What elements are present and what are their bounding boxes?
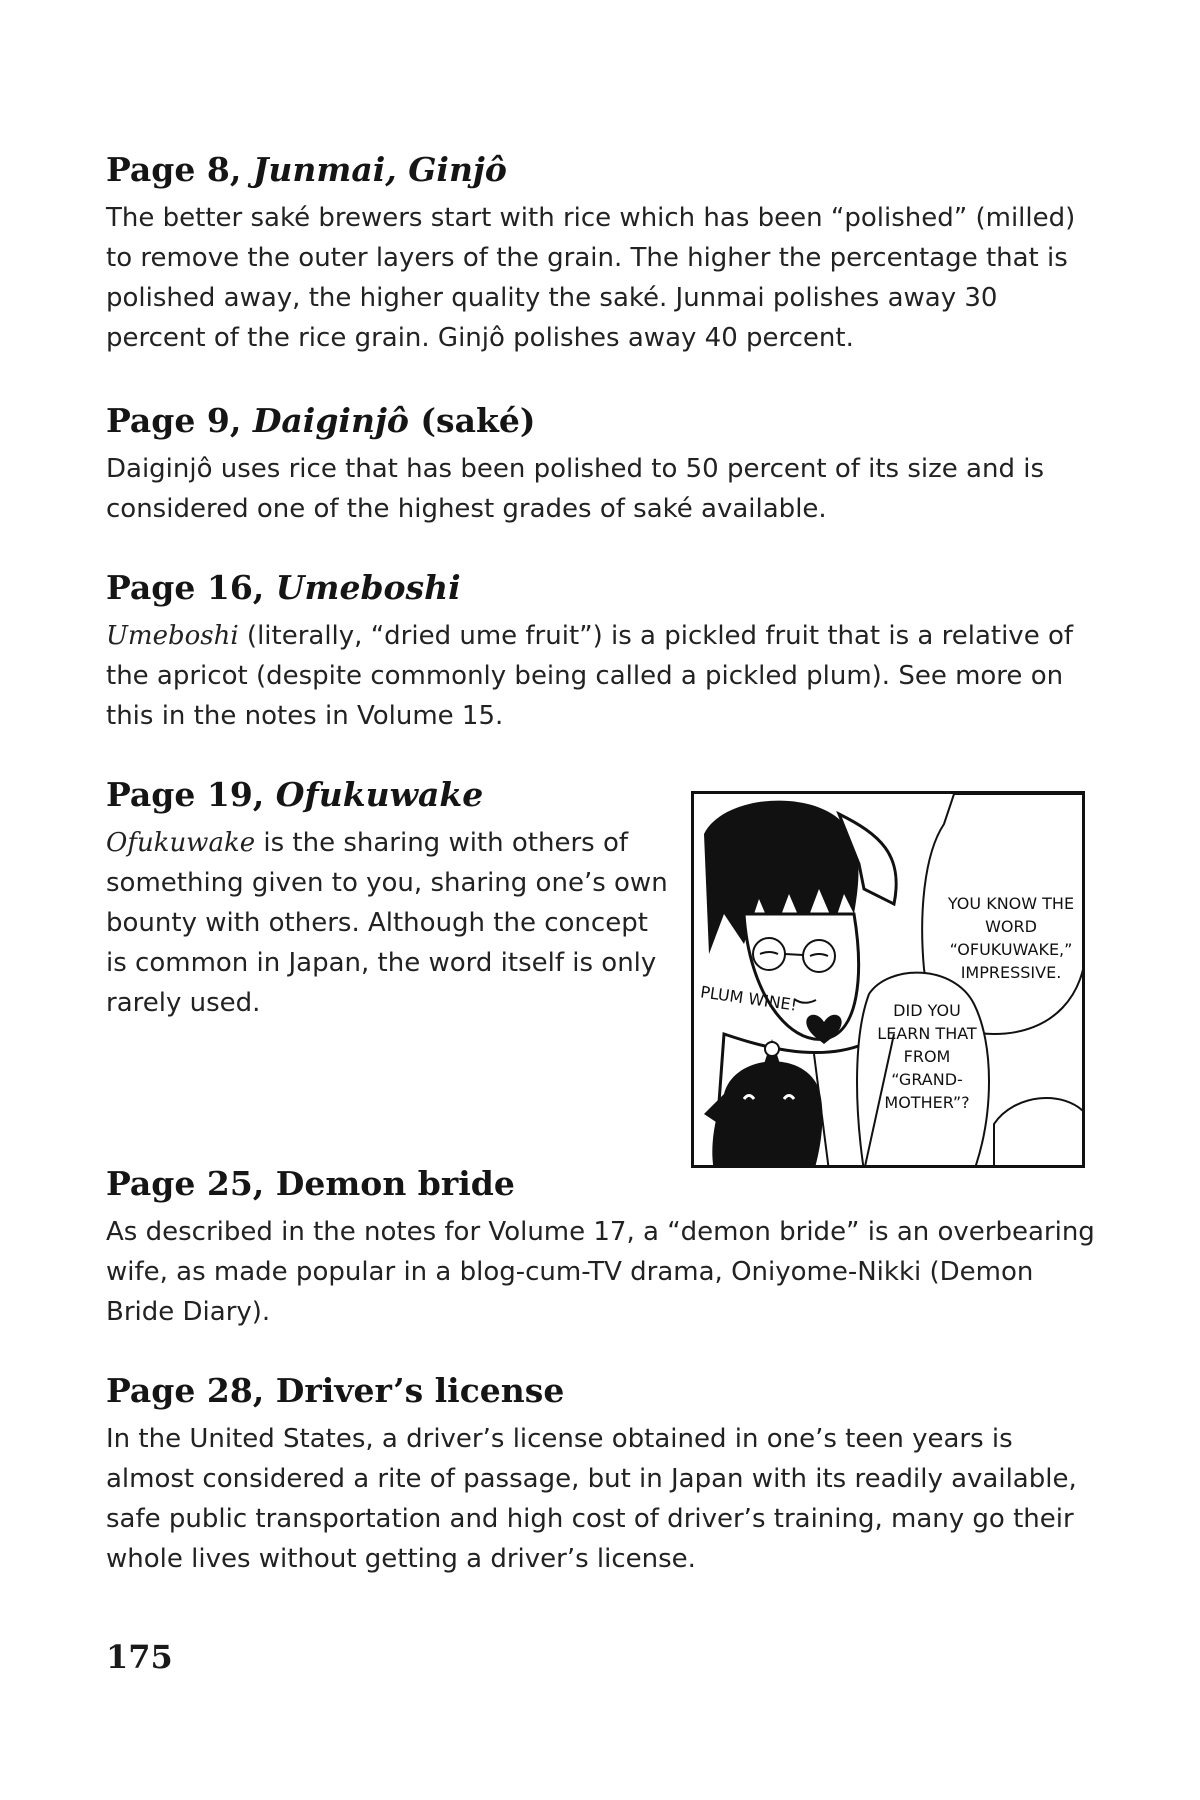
note-heading: Page 16, Umeboshi <box>106 568 461 607</box>
note-body: In the United States, a driver’s license obtained in one’s teen years is almost considered a rite of passage, but in Japan with its readily available, safe public transportation and high cost of driver’s training, many go their whole lives without getting a driver’s license. <box>106 1424 1077 1574</box>
speech-bubble-center: DID YOU LEARN THAT FROM “GRAND-MOTHER”? <box>877 1001 977 1112</box>
manga-panel-illustration <box>691 791 1085 1168</box>
note-heading: Page 25, Demon bride <box>106 1164 515 1203</box>
sound-effect-text: PLUM WINE! <box>699 982 799 1015</box>
note-page-9 <box>106 401 1096 529</box>
speech-bubble-right: YOU KNOW THE WORD “OFUKUWAKE,” IMPRESSIVE. <box>947 894 1075 982</box>
note-body: Ofukuwake is the sharing with others of something given to you, sharing one’s own bounty with others. Although the concept is common in Japan, the word itself is only rarely used. <box>106 828 668 1018</box>
note-page-28 <box>106 1371 1096 1579</box>
note-body: The better saké brewers start with rice which has been “polished” (milled) to remove the outer layers of the grain. The higher the percentage that is polished away, the higher quality the saké. Junmai polishes away 30 percent of the rice grain. Ginjô polishes away 40 percent. <box>106 203 1076 353</box>
note-page-25 <box>106 1164 1096 1332</box>
note-body: Daiginjô uses rice that has been polished to 50 percent of its size and is considered one of the highest grades of saké available. <box>106 454 1044 524</box>
note-heading: Page 28, Driver’s license <box>106 1371 565 1410</box>
page-number: 175 <box>106 1638 173 1676</box>
note-page-16 <box>106 568 1096 736</box>
note-body: Umeboshi (literally, “dried ume fruit”) is a pickled fruit that is a relative of the apricot (despite commonly being called a pickled plum). See more on this in the notes in Volume 15. <box>106 621 1074 731</box>
note-heading: Page 9, Daiginjô (saké) <box>106 401 536 440</box>
note-heading: Page 8, Junmai, Ginjô <box>106 150 507 189</box>
note-heading: Page 19, Ofukuwake <box>106 775 484 814</box>
note-page-19 <box>106 775 676 1023</box>
note-body: As described in the notes for Volume 17, a “demon bride” is an overbearing wife, as made popular in a blog-cum-TV drama, Oniyome-Nikki (Demon Bride Diary). <box>106 1217 1095 1327</box>
note-page-8 <box>106 150 1096 358</box>
